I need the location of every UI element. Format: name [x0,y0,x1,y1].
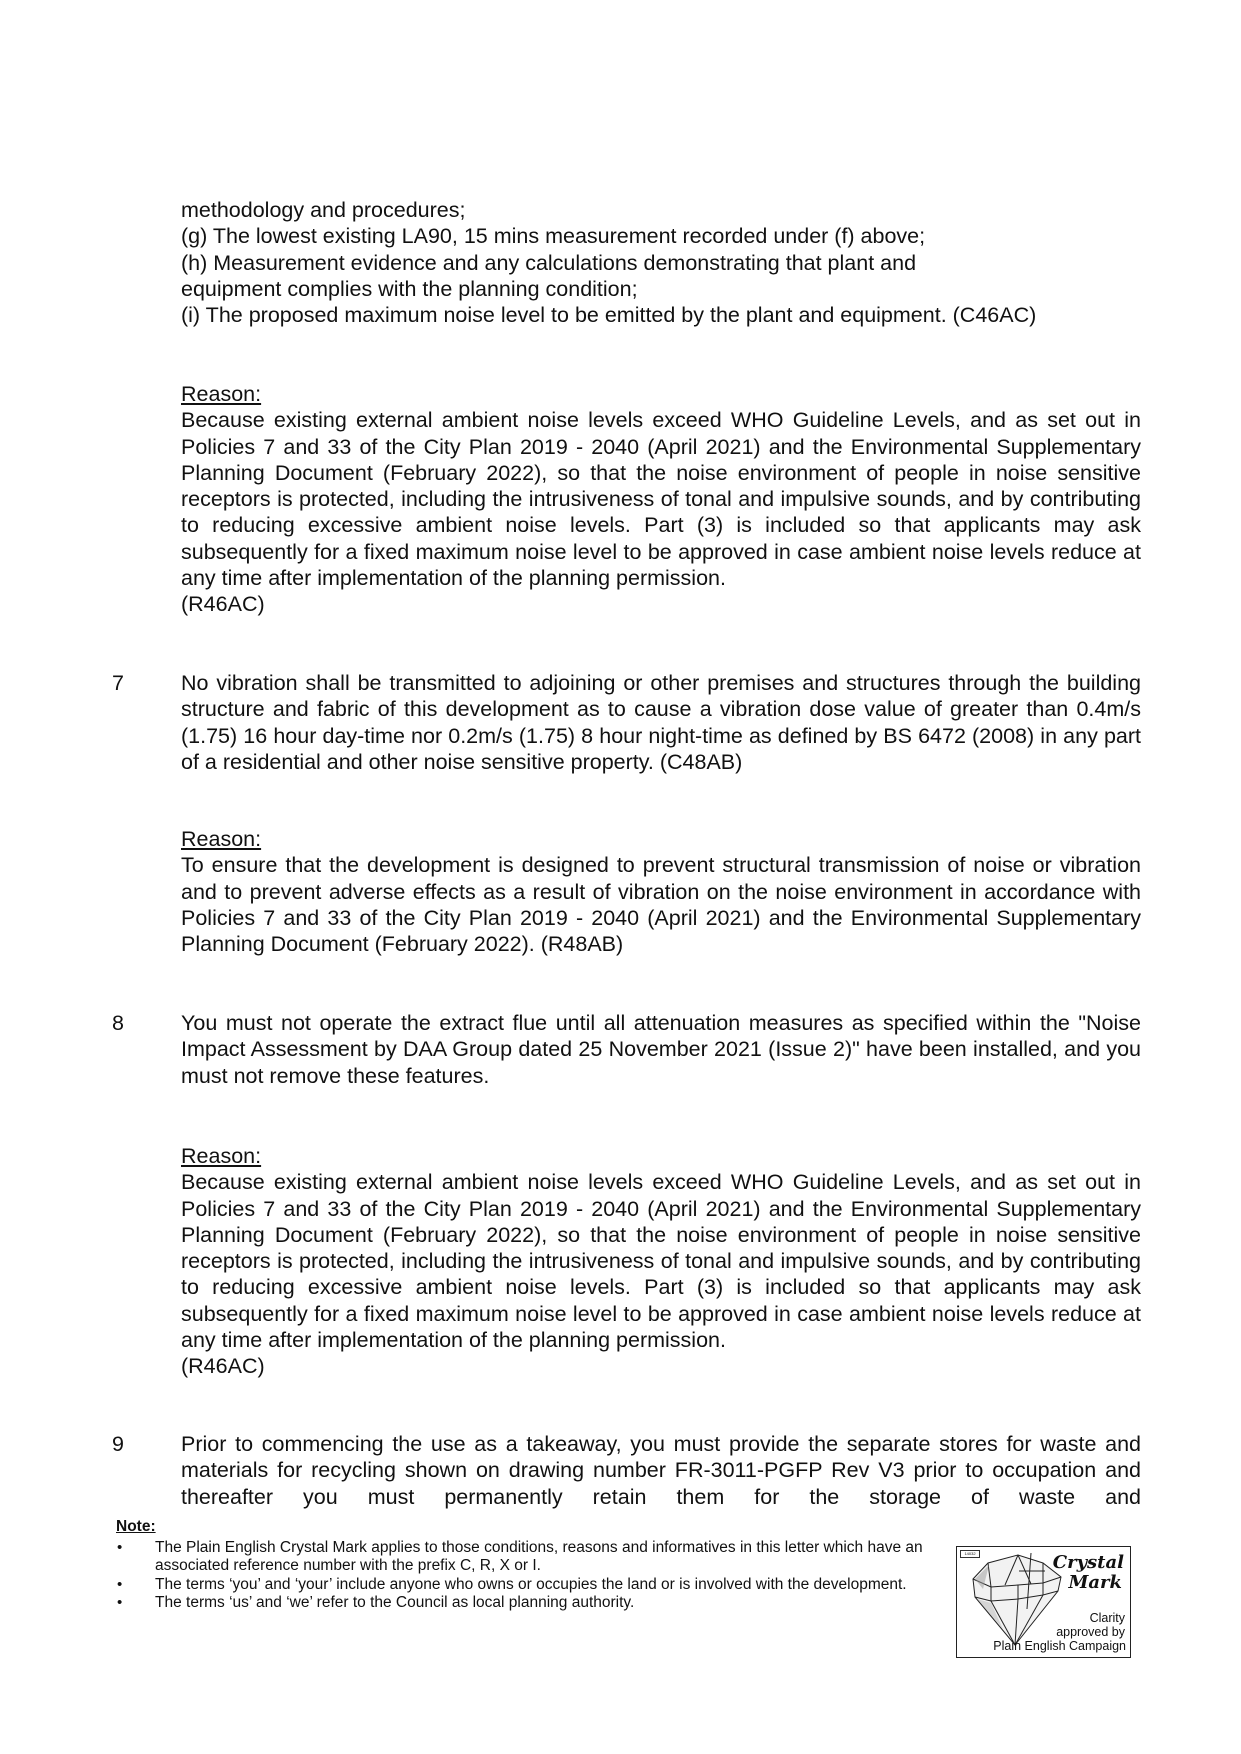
condition-6-reason [181,381,1141,618]
footer-note [116,1518,936,1613]
note-item [116,1594,936,1613]
condition-8-reason [181,1143,1141,1380]
reason-label: Reason: [181,1144,262,1168]
condition-8-text [181,1010,1141,1089]
reason-label: Reason: [181,382,262,406]
condition-number: 9 [112,1432,124,1456]
reason-code: (R46AC) [181,592,265,617]
reason-label: Reason: [181,827,262,851]
bullet-icon: • [117,1575,123,1593]
crystal-mark-logo [956,1546,1131,1658]
note-text: The terms ‘you’ and ‘your’ include anyone who owns or occupies the land or is involved with the development. [155,1575,907,1593]
reason-text: To ensure that the development is designed to prevent structural transmission of noise or vibration and to prevent adverse effects as a result of vibration on the noise environment in accordance with Policies 7 and 33 of the City Plan 2019 - 2040 (April 2021) and the Environmental Supplementary Planning Document (February 2022). (R48AB) [181,853,1141,957]
note-item [116,1539,936,1576]
condition-7-text [181,670,1141,775]
logo-caption-line1: Clarity [1089,1611,1125,1625]
continuation-line: (g) The lowest existing LA90, 15 mins measurement recorded under (f) above; [181,224,926,249]
condition-9-text [181,1431,1141,1510]
bullet-icon: • [117,1594,123,1611]
condition-text: You must not operate the extract flue until all attenuation measures as specified within the "Noise Impact Assessment by DAA Group dated 25 November 2021 (Issue 2)" have been installed, and you must not remove these features. [181,1011,1141,1088]
condition-number: 7 [112,671,124,695]
logo-title-line2: Mark [1068,1572,1122,1593]
reason-code: (R46AC) [181,1354,265,1379]
note-title: Note: [116,1518,156,1535]
logo-title-line1: Crystal [1052,1552,1124,1573]
condition-7-reason [181,826,1141,957]
continuation-line: (i) The proposed maximum noise level to be emitted by the plant and equipment. (C46AC) [181,303,1037,328]
reason-text: Because existing external ambient noise levels exceed WHO Guideline Levels, and as set out in Policies 7 and 33 of the City Plan 2019 - 2040 (April 2021) and the Environmental Supplementary Planning Document (February 2022), so that the noise environment of people in noise sensitive receptors is protected, including the intrusiveness of tonal and impulsive sounds, and by contributing to reducing excessive ambient noise levels. Part (3) is included so that applicants may ask subsequently for a fixed maximum noise level to be approved in case ambient noise levels reduce at any time after implementation of the planning permission. [181,1170,1141,1353]
note-text: The Plain English Crystal Mark applies to those conditions, reasons and informatives in this letter which have an associated reference number with the prefix C, R, X or I. [155,1538,923,1574]
continuation-line: methodology and procedures; [181,198,466,222]
logo-tag: 14032 [960,1550,980,1558]
note-text: The terms ‘us’ and ‘we’ refer to the Council as local planning authority. [155,1594,635,1611]
reason-text: Because existing external ambient noise levels exceed WHO Guideline Levels, and as set out in Policies 7 and 33 of the City Plan 2019 - 2040 (April 2021) and the Environmental Supplementary Planning Document (February 2022), so that the noise environment of people in noise sensitive receptors is protected, including the intrusiveness of tonal and impulsive sounds, and by contributing to reducing excessive ambient noise levels. Part (3) is included so that applicants may ask subsequently for a fixed maximum noise level to be approved in case ambient noise levels reduce at any time after implementation of the planning permission. [181,408,1141,591]
condition-text: No vibration shall be transmitted to adjoining or other premises and structures through the building structure and fabric of this development as to cause a vibration dose value of greater than 0.4m/s (1.75) 16 hour day-time nor 0.2m/s (1.75) 8 hour night-time as defined by BS 6472 (2008) in any part of a residential and other noise sensitive property. (C48AB) [181,671,1141,774]
logo-caption-line2: approved by [1056,1625,1125,1639]
bullet-icon: • [117,1538,123,1556]
logo-caption-line3: Plain English Campaign [993,1639,1126,1653]
condition-number: 8 [112,1011,124,1035]
continuation-line: (h) Measurement evidence and any calculations demonstrating that plant and equipment complies with the planning condition; [181,250,917,301]
note-item [116,1576,936,1595]
condition-6-continuation [181,197,1141,328]
condition-text: Prior to commencing the use as a takeaway, you must provide the separate stores for waste and materials for recycling shown on drawing number FR-3011-PGFP Rev V3 prior to occupation and thereafter you must permanently retain them for the storage of waste and [181,1432,1141,1509]
